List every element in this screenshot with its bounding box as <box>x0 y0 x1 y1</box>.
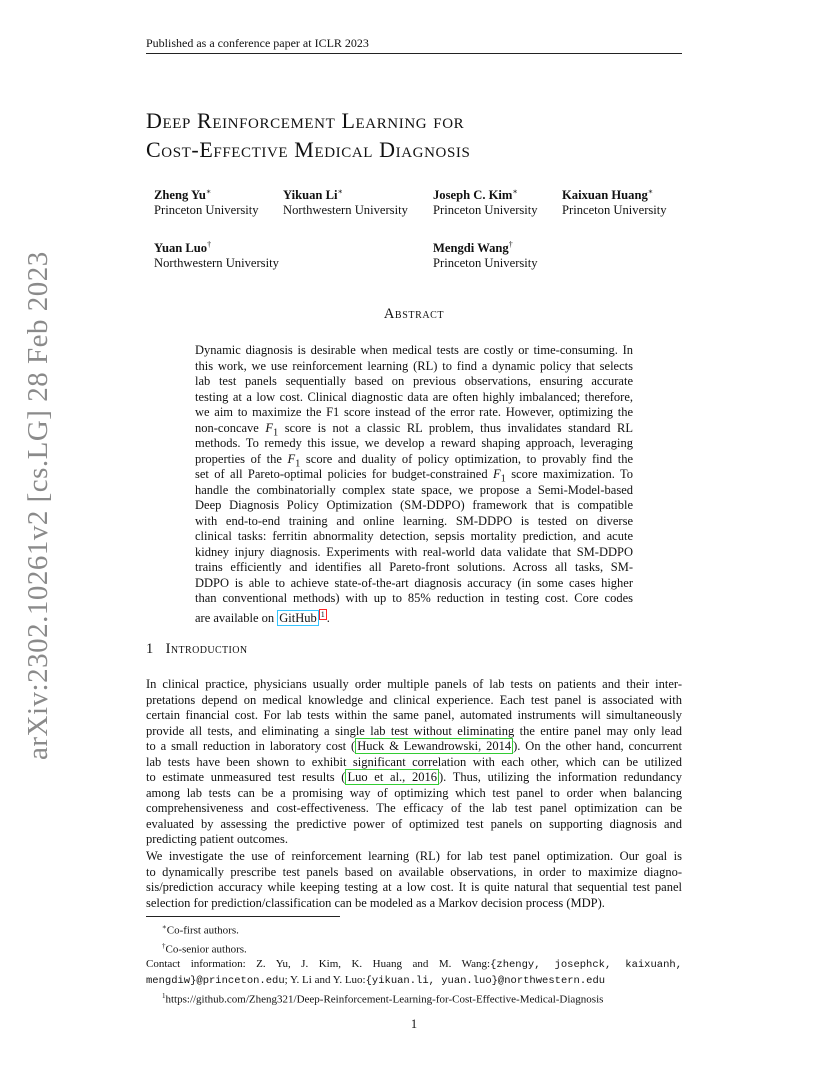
abstract-line: Dynamic diagnosis is desirable when medical tests are costly or time-consuming. In <box>195 343 633 357</box>
paper-title <box>146 106 470 164</box>
abstract-line: clinical tasks: ferritin abnormality detection, sepsis mortality prediction, and acute <box>195 529 633 543</box>
abstract-line: lab test panels sequentially based on previous observations, ensuring accurate <box>195 374 633 388</box>
author-block <box>154 184 259 218</box>
paragraph-line: comprehensiveness and cost-effectiveness. The efficacy of the lab test panel optimization can be <box>146 801 682 815</box>
text-run: properties of the <box>195 451 288 466</box>
abstract-line: kidney injury diagnosis. Experiments with real-world data validate that SM-DDPO <box>195 544 633 559</box>
text-run: score and duality of policy optimization, to provably find the <box>300 451 633 466</box>
section-title: Introduction <box>165 641 248 657</box>
running-header: Published as a conference paper at ICLR 2023 <box>146 36 369 50</box>
author-name: Yikuan Li <box>283 188 338 203</box>
abstract-line <box>195 452 633 468</box>
page-number: 1 <box>410 1017 418 1031</box>
text-run: score maximization. To <box>505 467 633 481</box>
contact-info-line <box>146 973 682 989</box>
paragraph-line: to dynamically prescribe test panels based on available observations, in order to maximize diagno- <box>146 864 682 879</box>
author-name: Mengdi Wang <box>433 241 509 256</box>
section-heading <box>146 641 248 658</box>
paragraph-line: We investigate the use of reinforcement learning (RL) for lab test panel optimization. Our goal is <box>146 849 682 863</box>
footnote <box>146 939 682 958</box>
text-run: to a small reduction in laboratory cost ( <box>146 739 356 753</box>
email-list: mengdiw}@princeton.edu <box>146 975 285 988</box>
author-mark: ∗ <box>205 187 212 196</box>
paragraph-line: certain financial cost. For lab tests within the same panel, automated instruments will simultaneously <box>146 708 682 722</box>
paragraph-line: evaluated by assessing the predictive power of optimized test panels on supporting diagnosis and <box>146 816 682 831</box>
paragraph-line <box>146 739 682 755</box>
math-symbol: F <box>287 451 296 466</box>
footnote-mark: ∗ <box>162 923 167 931</box>
math-subscript: 1 <box>295 458 301 469</box>
abstract-line: DDPO is able to achieve state-of-the-art diagnosis accuracy (in some cases higher <box>195 575 633 590</box>
author-mark: † <box>508 240 513 249</box>
paragraph-line: among lab tests can be a promising way of optimizing which test panel to order when balancing <box>146 785 682 800</box>
footnote-text: Co-first authors. <box>166 924 239 937</box>
citation-link[interactable]: Luo et al., 2016 <box>347 770 437 784</box>
abstract-line: trains efficiently and identifies all Pareto-front solutions. Across all tasks, SM- <box>195 560 633 574</box>
author-name: Zheng Yu <box>154 188 206 203</box>
paragraph-line: sis/prediction accuracy while keeping testing at a low cost. It is quite natural that sequential test panel <box>146 880 682 894</box>
abstract-text <box>195 343 633 625</box>
abstract-line <box>195 607 633 623</box>
footnote-text: ; Y. Li and Y. Luo: <box>284 974 366 987</box>
abstract-line: with end-to-end training and online learning. SM-DDPO is tested on diverse <box>195 513 633 528</box>
abstract-line <box>195 421 633 437</box>
text-run: to estimate unmeasured test results ( <box>146 770 346 784</box>
author-block <box>433 237 538 271</box>
math-symbol: F <box>492 467 501 481</box>
author-mark: ∗ <box>647 187 654 196</box>
abstract-line <box>195 591 633 607</box>
abstract-heading: Abstract <box>383 306 445 322</box>
math-subscript: 1 <box>500 473 506 485</box>
github-link[interactable]: GitHub <box>279 610 317 625</box>
footnote-rule <box>146 916 340 917</box>
header-rule <box>146 53 682 54</box>
text-run: ). Thus, utilizing the information redundancy <box>439 770 682 784</box>
author-name: Joseph C. Kim <box>433 188 513 203</box>
author-affiliation: Northwestern University <box>154 256 279 271</box>
footnote <box>146 920 682 939</box>
paragraph-line: predicting patient outcomes. <box>146 832 288 846</box>
author-block <box>283 184 408 218</box>
intro-paragraph-1 <box>146 677 682 848</box>
footnote-text: Co-senior authors. <box>165 943 247 956</box>
paragraph-line: In clinical practice, physicians usually order multiple panels of lab tests on patients and their inter- <box>146 677 682 691</box>
footnote <box>146 989 682 1008</box>
author-affiliation: Princeton University <box>154 203 259 218</box>
author-mark: ∗ <box>512 187 518 196</box>
paragraph-line: selection for prediction/classification can be modeled as a Markov decision process (MDP). <box>146 895 605 910</box>
abstract-line <box>195 467 633 483</box>
author-block <box>154 237 279 271</box>
title-line-1: Deep Reinforcement Learning for <box>146 108 465 133</box>
author-mark: † <box>207 240 212 249</box>
footnote-mark: † <box>162 941 166 950</box>
author-name: Yuan Luo <box>154 241 208 256</box>
text-run: . <box>326 610 330 625</box>
text-run: score is not a classic RL problem, thus invalidates standard RL <box>278 420 633 435</box>
abstract-line: this work, we use reinforcement learning (RL) to find a dynamic policy that selects <box>195 358 633 373</box>
author-affiliation: Princeton University <box>562 203 667 218</box>
footnotes <box>146 920 682 1008</box>
email-list: {yikuan.li, yuan.luo}@northwestern.edu <box>365 975 606 988</box>
author-affiliation: Princeton University <box>433 203 538 218</box>
paragraph-line: pretations depend on medical knowledge and clinical experience. Each test panel is associated with <box>146 692 682 707</box>
paragraph-line <box>146 770 682 786</box>
abstract-line: Deep Diagnosis Policy Optimization (SM-DDPO) framework that is compatible <box>195 498 633 512</box>
paragraph-line: lab tests have been shown to exhibit significant correlation with each other, which can be utilized <box>146 754 682 769</box>
footnote-text: Contact information: Z. Yu, J. Kim, K. Huang and M. Wang: <box>146 958 491 971</box>
author-mark: ∗ <box>337 187 343 196</box>
footnote-url[interactable]: https://github.com/Zheng321/Deep-Reinforcement-Learning-for-Cost-Effective-Medical-Diagnosis <box>165 993 604 1006</box>
section-number: 1 <box>146 641 154 657</box>
math-subscript: 1 <box>273 427 279 438</box>
author-affiliation: Northwestern University <box>283 203 408 218</box>
citation-link[interactable]: Huck & Lewandrowski, 2014 <box>357 739 512 753</box>
footnote-mark: 1 <box>162 992 166 1001</box>
text-run: reduction in testing cost. Core codes <box>430 591 633 605</box>
paragraph-line: provide all tests, and eliminating a single lab test without eliminating the entire panel may only lead <box>146 723 682 738</box>
text-run: are available on <box>195 610 278 625</box>
footnote-ref-link[interactable]: 1 <box>320 609 325 619</box>
abstract-line: testing at a low cost. Clinical diagnostic data are often highly imbalanced; therefore, <box>195 389 633 404</box>
intro-paragraph-2 <box>146 849 682 911</box>
text-run: non-concave <box>195 420 266 435</box>
math-symbol: F <box>265 420 274 435</box>
text-run: than conventional methods) with up to <box>195 591 408 605</box>
author-block <box>562 184 667 218</box>
math-percentage: 85% <box>407 591 431 605</box>
author-name: Kaixuan Huang <box>562 188 648 203</box>
arxiv-identifier-stamp: arXiv:2302.10261v2 [cs.LG] 28 Feb 2023 <box>22 251 54 760</box>
text-run: ). On the other hand, concurrent <box>513 739 682 753</box>
author-block <box>433 184 538 218</box>
text-run: set of all Pareto-optimal policies for budget-constrained <box>195 467 493 481</box>
email-list: {zhengy, josephck, kaixuanh, <box>490 959 682 972</box>
title-line-2: Cost-Effective Medical Diagnosis <box>146 137 471 162</box>
abstract-line: methods. To remedy this issue, we develop a reward shaping approach, leveraging <box>195 436 633 450</box>
abstract-line: handle the combinatorially complex state space, we propose a Semi-Model-based <box>195 482 633 497</box>
contact-info-line <box>146 957 682 973</box>
author-affiliation: Princeton University <box>433 256 538 271</box>
abstract-line: we aim to maximize the F1 score instead of the error rate. However, optimizing the <box>195 405 633 419</box>
